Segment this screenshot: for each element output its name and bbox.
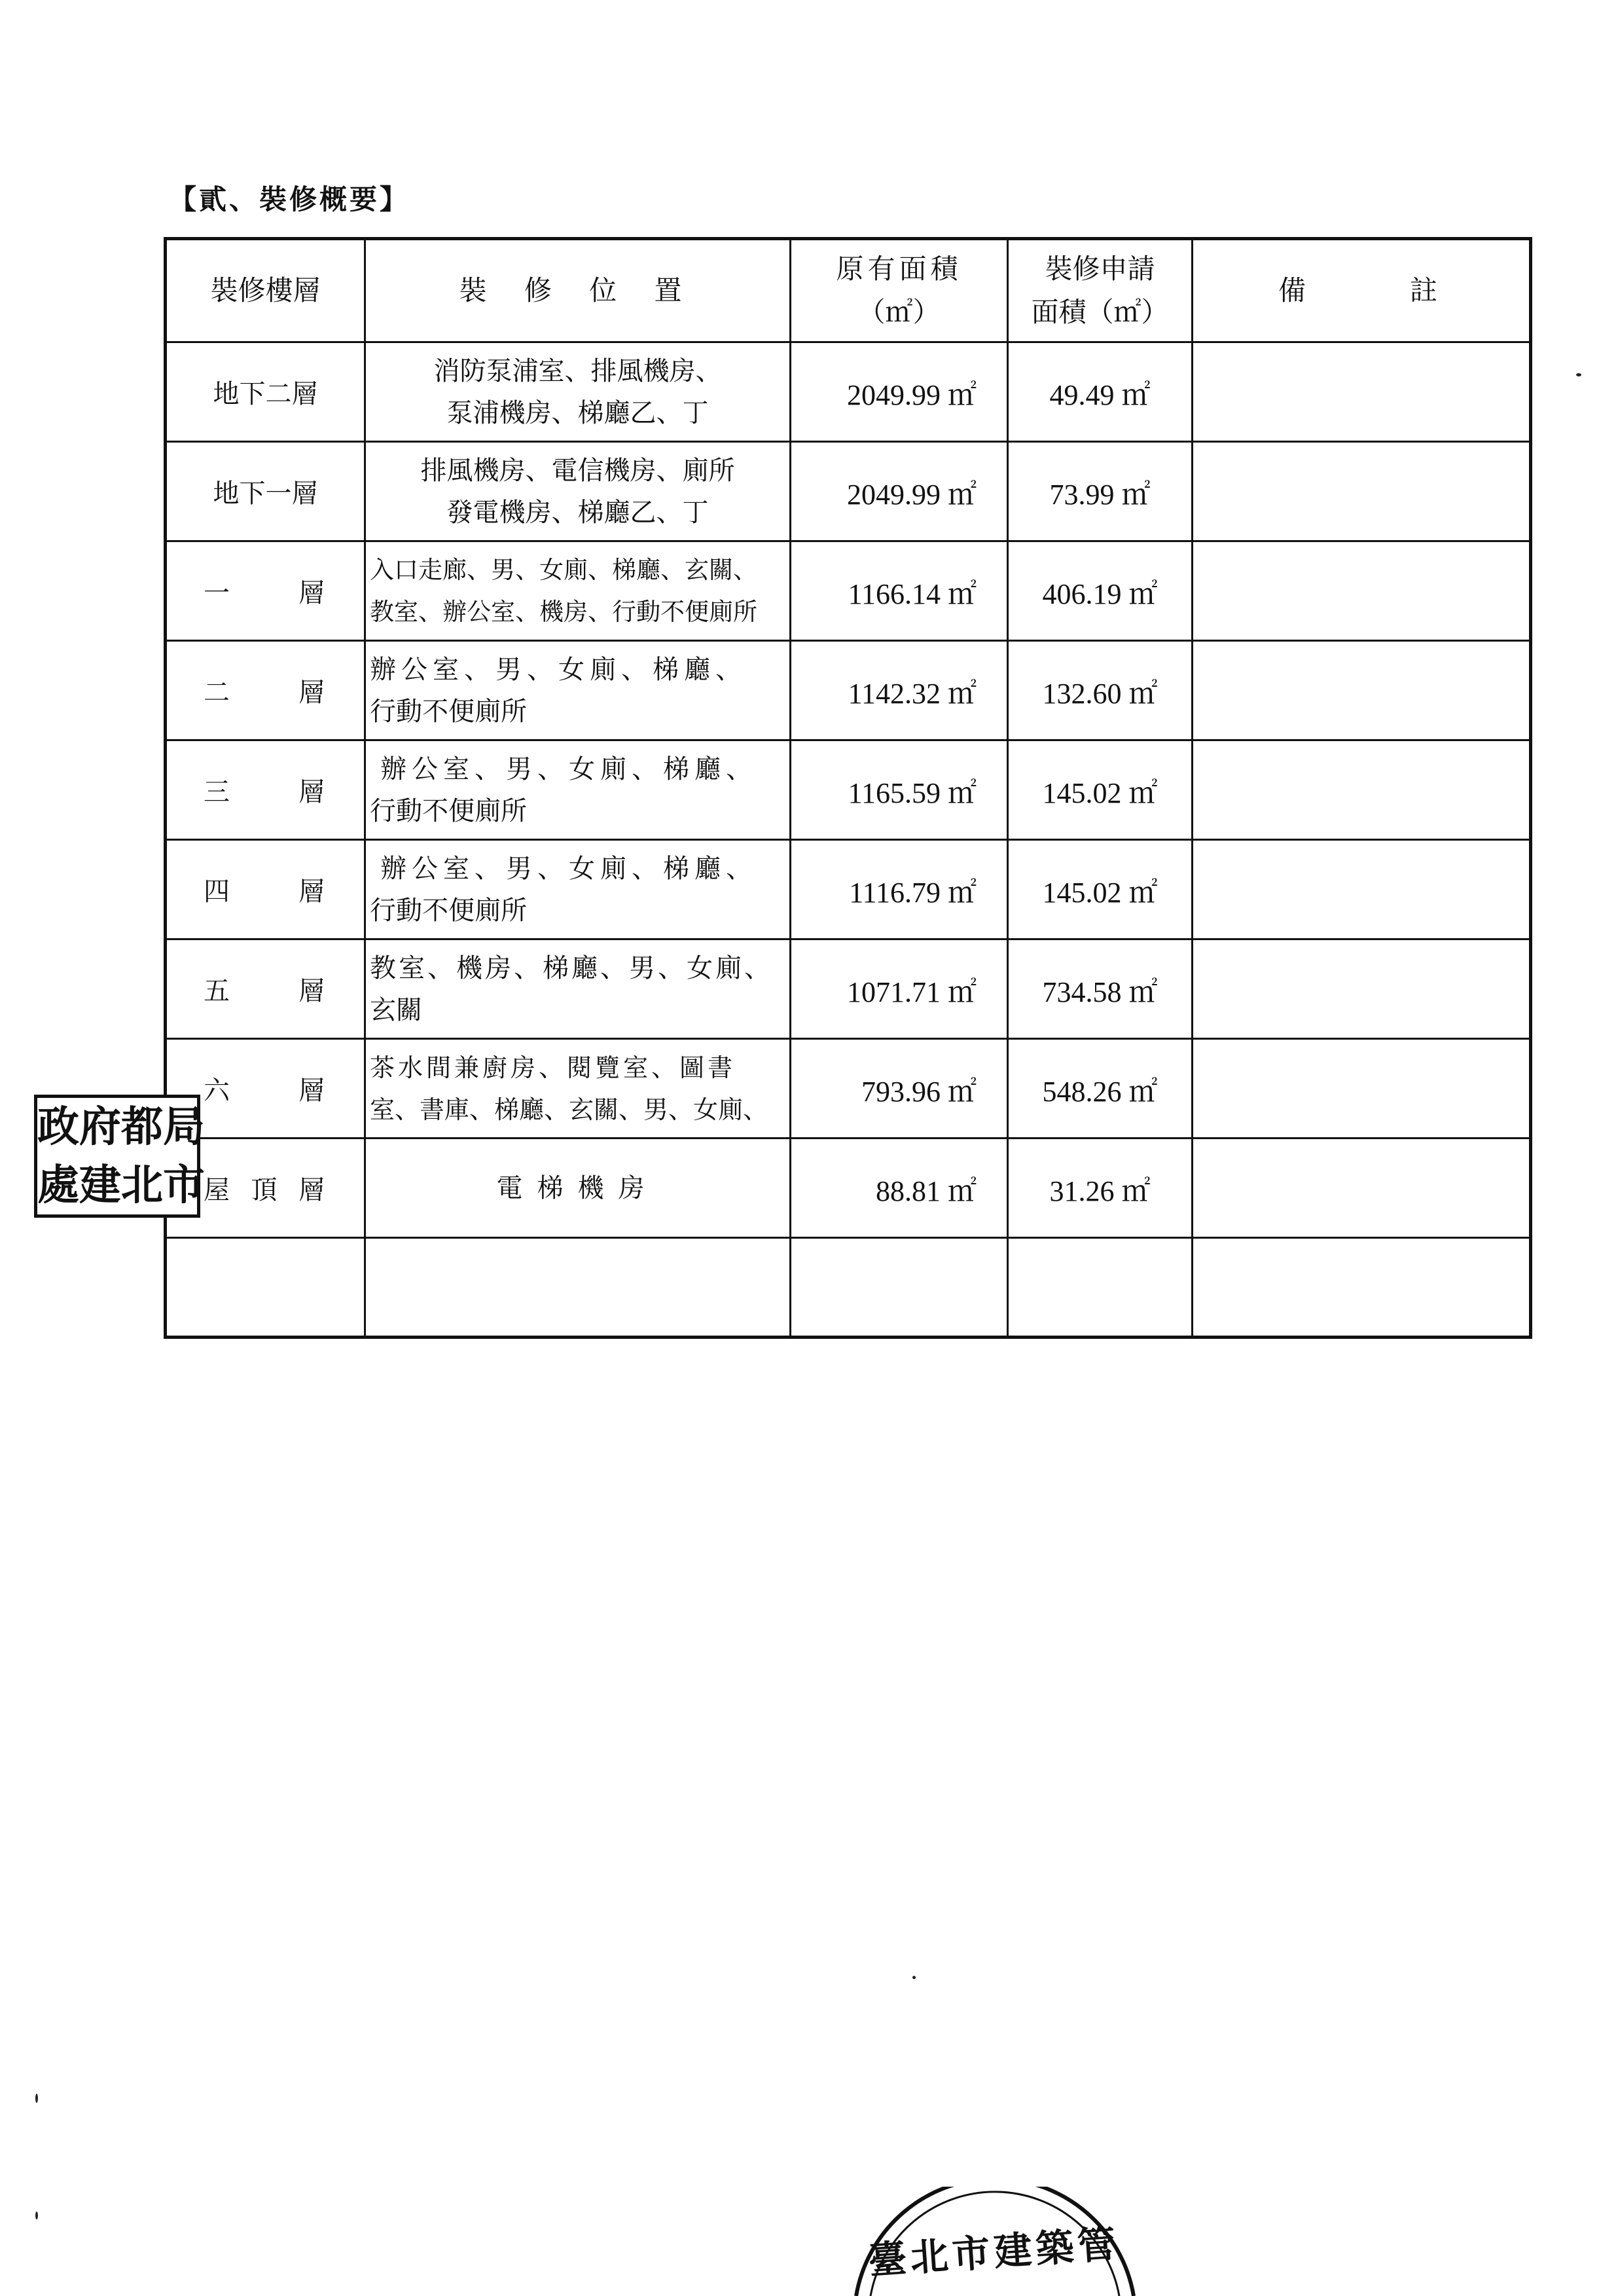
official-seal-stamp: 政 府 都 局 處 建 北 市 <box>34 1095 200 1218</box>
applied-area-cell: 31.26 ㎡ <box>1008 1139 1193 1238</box>
location-line: 辦公室、男、女廁、梯廳、 <box>380 853 757 884</box>
table-row <box>166 641 1531 740</box>
location-line: 行動不便廁所 <box>370 696 527 727</box>
location-line: 室、書庫、梯廳、玄關、男、女廁、 <box>370 1095 768 1124</box>
scan-speck <box>35 2212 38 2219</box>
location-line: 玄關 <box>370 994 422 1025</box>
location-line: 教室、機房、梯廳、男、女廁、 <box>370 953 773 983</box>
location-line: 發電機房、梯廳乙、丁 <box>446 497 709 528</box>
applied-area-cell: 73.99 ㎡ <box>1008 442 1193 541</box>
original-area-cell: 1071.71 ㎡ <box>791 939 1008 1039</box>
location-cell <box>365 939 791 1039</box>
table-row <box>166 442 1531 541</box>
header-original-area <box>791 239 1008 342</box>
header-original-area-line2: （㎡） <box>857 296 941 328</box>
section-heading: 【貳、裝修概要】 <box>169 183 410 215</box>
scan-speck <box>35 2094 38 2103</box>
location-cell <box>365 342 791 442</box>
location-cell <box>365 1039 791 1139</box>
table-row <box>166 740 1531 840</box>
note-cell <box>1193 342 1531 442</box>
note-cell <box>1193 541 1531 641</box>
original-area-cell: 1116.79 ㎡ <box>791 840 1008 939</box>
applied-area-cell: 145.02 ㎡ <box>1008 740 1193 840</box>
header-applied-area-line1: 裝修申請 <box>1045 253 1155 285</box>
header-applied-area <box>1008 239 1193 342</box>
original-area-cell: 2049.99 ㎡ <box>791 442 1008 541</box>
header-applied-area-line2: 面積（㎡） <box>1031 296 1169 328</box>
location-cell <box>365 541 791 641</box>
applied-area-cell: 548.26 ㎡ <box>1008 1039 1193 1139</box>
floor-cell: 六層 <box>166 1039 365 1139</box>
location-cell <box>365 840 791 939</box>
location-cell <box>365 641 791 740</box>
header-original-area-line1: 原有面積 <box>836 253 962 285</box>
location-line: 泵浦機房、梯廳乙、丁 <box>446 397 709 428</box>
original-area-cell: 1166.14 ㎡ <box>791 541 1008 641</box>
location-line: 電梯機房 <box>496 1173 659 1203</box>
location-line: 入口走廊、男、女廁、梯廳、玄關、 <box>370 555 757 584</box>
original-area-cell: 793.96 ㎡ <box>791 1039 1008 1139</box>
applied-area-cell: 145.02 ㎡ <box>1008 840 1193 939</box>
bottom-round-stamp <box>844 2187 1145 2296</box>
floor-cell: 三層 <box>166 740 365 840</box>
location-cell <box>365 442 791 541</box>
original-area-cell: 1165.59 ㎡ <box>791 740 1008 840</box>
applied-area-cell: 734.58 ㎡ <box>1008 939 1193 1039</box>
table-row <box>166 541 1531 641</box>
applied-area-cell: 49.49 ㎡ <box>1008 342 1193 442</box>
floor-cell: 地下二層 <box>166 342 365 442</box>
location-line: 行動不便廁所 <box>370 895 527 926</box>
location-line: 辦公室、男、女廁、梯廳、 <box>380 754 757 784</box>
floor-cell: 地下一層 <box>166 442 365 541</box>
renovation-summary-table <box>164 237 1532 1339</box>
empty-cell <box>1193 1238 1531 1338</box>
location-line: 辦公室、男、女廁、梯廳、 <box>370 654 747 685</box>
table-row <box>166 939 1531 1039</box>
svg-text:臺北市建築管: 臺北市建築管 <box>867 2221 1121 2284</box>
original-area-cell: 88.81 ㎡ <box>791 1139 1008 1238</box>
scan-speck <box>1576 373 1581 376</box>
location-line: 消防泵浦室、排風機房、 <box>433 355 722 386</box>
original-area-cell: 1142.32 ㎡ <box>791 641 1008 740</box>
location-line: 排風機房、電信機房、廁所 <box>420 455 735 486</box>
floor-cell: 一層 <box>166 541 365 641</box>
floor-cell: 四層 <box>166 840 365 939</box>
location-line: 茶水間兼廚房、閱覽室、圖書 <box>370 1053 736 1082</box>
location-cell <box>365 740 791 840</box>
floor-cell: 五層 <box>166 939 365 1039</box>
table-row <box>166 342 1531 442</box>
empty-cell <box>1008 1238 1193 1338</box>
floor-cell: 二層 <box>166 641 365 740</box>
note-cell <box>1193 740 1531 840</box>
original-area-cell: 2049.99 ㎡ <box>791 342 1008 442</box>
note-cell <box>1193 1139 1531 1238</box>
header-floor: 裝修樓層 <box>166 239 365 342</box>
applied-area-cell: 132.60 ㎡ <box>1008 641 1193 740</box>
table-row <box>166 1139 1531 1238</box>
empty-cell <box>365 1238 791 1338</box>
location-line: 行動不便廁所 <box>370 795 527 826</box>
note-cell <box>1193 939 1531 1039</box>
table-header-row <box>166 239 1531 342</box>
location-cell <box>365 1139 791 1238</box>
note-cell <box>1193 442 1531 541</box>
location-line: 教室、辦公室、機房、行動不便廁所 <box>370 597 757 626</box>
table-row <box>166 1039 1531 1139</box>
header-location: 裝 修 位 置 <box>365 239 791 342</box>
floor-cell: 屋頂層 <box>166 1139 365 1238</box>
note-cell <box>1193 641 1531 740</box>
note-cell <box>1193 1039 1531 1139</box>
table-row-empty <box>166 1238 1531 1338</box>
header-note: 備註 <box>1193 239 1531 342</box>
empty-cell <box>791 1238 1008 1338</box>
table-row <box>166 840 1531 939</box>
empty-cell <box>166 1238 365 1338</box>
scan-speck <box>912 1976 916 1979</box>
applied-area-cell: 406.19 ㎡ <box>1008 541 1193 641</box>
note-cell <box>1193 840 1531 939</box>
